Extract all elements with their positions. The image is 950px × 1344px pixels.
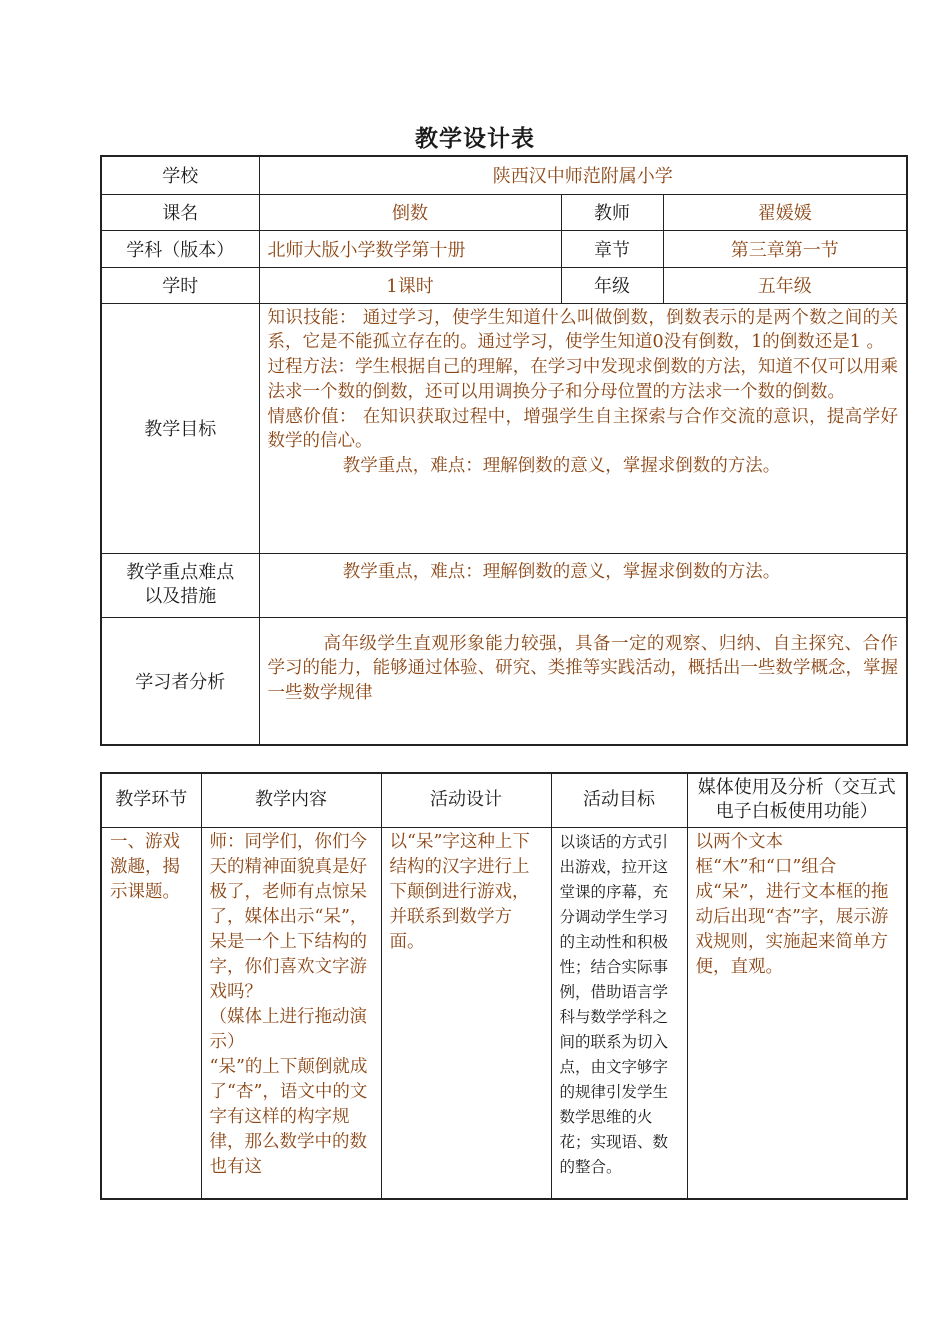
header-media: 媒体使用及分析（交互式电子白板使用功能） xyxy=(687,773,907,827)
school-label: 学校 xyxy=(101,156,259,194)
goals-keypoint: 教学重点，难点：理解倒数的意义，掌握求倒数的方法。 xyxy=(342,456,781,477)
page-title: 教学设计表 xyxy=(415,125,535,152)
keypoints-value: 教学重点，难点：理解倒数的意义，掌握求倒数的方法。 xyxy=(342,561,781,582)
row-subject xyxy=(101,230,907,267)
process-header-row xyxy=(101,773,907,827)
process-row xyxy=(101,827,907,1199)
keypoints-label-line2: 以及措施 xyxy=(144,586,217,607)
hours-label: 学时 xyxy=(101,267,259,303)
row1-content-para2: （媒体上进行拖动演示） xyxy=(209,1006,367,1052)
row1-content-para1: 师：同学们，你们今天的精神面貌真是好极了，老师有点惊呆了，媒体出示“呆”，呆是一个上下结构的字，你们喜欢文字游戏吗？ xyxy=(209,831,368,1002)
goals-knowledge: 知识技能： 通过学习，使学生知道什么叫做倒数，倒数表示的是两个数之间的关系，它是不能孤立存在的。通过学习，使学生知道0没有倒数，1的倒数还是1 。 xyxy=(267,307,898,353)
grade-label: 年级 xyxy=(561,267,663,303)
keypoints-content xyxy=(259,553,907,617)
row-learner xyxy=(101,617,907,745)
goals-process: 过程方法：学生根据自己的理解，在学习中发现求倒数的方法，知道不仅可以用乘法求一个数的倒数，还可以用调换分子和分母位置的方法求一个数的倒数。 xyxy=(267,357,898,402)
chapter-value: 第三章第一节 xyxy=(663,230,907,267)
row-school xyxy=(101,156,907,194)
header-goal: 活动目标 xyxy=(551,773,687,827)
header-content: 教学内容 xyxy=(201,773,381,827)
goals-label: 教学目标 xyxy=(101,303,259,553)
goals-emotion: 情感价值： 在知识获取过程中，增强学生自主探索与合作交流的意识，提高学好数学的信心。 xyxy=(267,406,898,452)
header-activity: 活动设计 xyxy=(381,773,551,827)
learner-label: 学习者分析 xyxy=(101,617,259,745)
row1-goal: 以谈话的方式引出游戏，拉开这堂课的序幕，充分调动学生学习的主动性和积极性；结合实际事例，借助语言学科与数学学科之间的联系为切入点，由文字够字的规律引发学生数学思维的火花；实现语、数的整合。 xyxy=(551,827,687,1199)
row1-content-para3: “呆”的上下颠倒就成了“杏”，语文中的文字有这样的构字规律，那么数学中的数也有这 xyxy=(209,1056,368,1177)
row-hours xyxy=(101,267,907,303)
keypoints-label xyxy=(101,553,259,617)
subject-value: 北师大版小学数学第十册 xyxy=(259,230,561,267)
grade-value: 五年级 xyxy=(663,267,907,303)
learner-content xyxy=(259,617,907,745)
header-stage: 教学环节 xyxy=(101,773,201,827)
process-table xyxy=(100,772,908,1200)
row-lesson xyxy=(101,194,907,230)
hours-value: 1课时 xyxy=(259,267,561,303)
teacher-label: 教师 xyxy=(561,194,663,230)
row-goals xyxy=(101,303,907,553)
info-table xyxy=(100,155,908,746)
row-keypoints xyxy=(101,553,907,617)
row1-content xyxy=(201,827,381,1199)
teacher-value: 翟媛媛 xyxy=(663,194,907,230)
subject-label: 学科（版本） xyxy=(101,230,259,267)
row1-activity: 以“呆”字这种上下结构的汉字进行上下颠倒进行游戏，并联系到数学方面。 xyxy=(381,827,551,1199)
lesson-value: 倒数 xyxy=(259,194,561,230)
chapter-label: 章节 xyxy=(561,230,663,267)
school-value: 陕西汉中师范附属小学 xyxy=(259,156,907,194)
row1-media: 以两个文本框“木”和“口”组合成“呆”，进行文本框的拖动后出现“杏”字，展示游戏规则，实施起来简单方便，直观。 xyxy=(687,827,907,1199)
lesson-label: 课名 xyxy=(101,194,259,230)
goals-content xyxy=(259,303,907,553)
keypoints-label-line1: 教学重点难点 xyxy=(126,562,235,583)
learner-value: 高年级学生直观形象能力较强，具备一定的观察、归纳、自主探究、合作学习的能力，能够通过体验、研究、类推等实践活动，概括出一些数学概念，掌握一些数学规律 xyxy=(267,633,898,704)
row1-stage: 一、游戏激趣，揭示课题。 xyxy=(101,827,201,1199)
